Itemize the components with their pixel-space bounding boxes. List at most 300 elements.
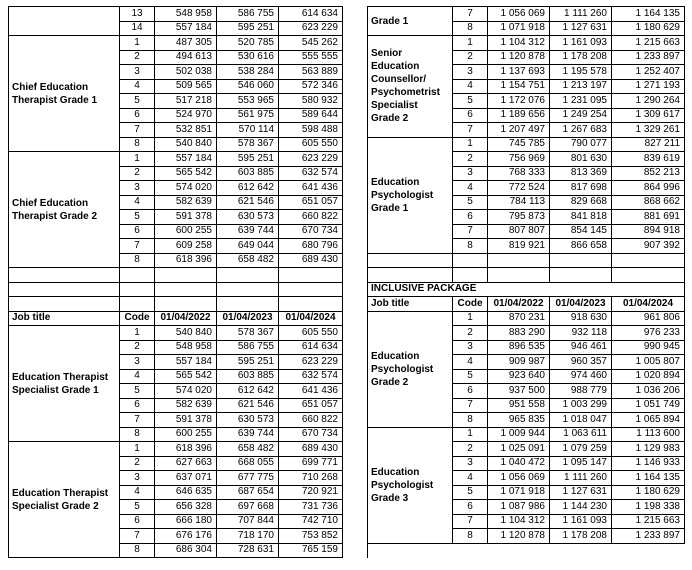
salary-2024-cell: 689 430 [279,442,343,457]
salary-2022-cell: 540 840 [155,326,217,341]
job-title-cell: Chief Education Therapist Grade 2 [9,152,120,268]
salary-2023-cell: 630 573 [217,210,279,225]
header-job-title: Job title [368,297,453,312]
salary-2024-cell: 1 271 193 [612,79,685,94]
salary-2023-cell: 649 044 [217,239,279,254]
table-row [9,282,685,297]
salary-2022-cell: 686 304 [155,543,217,558]
gap-cell [343,529,368,544]
code-cell: 5 [453,369,488,384]
salary-2024-cell: 670 734 [279,427,343,442]
code-cell: 5 [453,94,488,109]
code-cell: 1 [120,442,155,457]
salary-2022-cell: 565 542 [155,166,217,181]
empty-cell [612,268,685,283]
gap-cell [343,268,368,283]
code-cell: 7 [120,239,155,254]
salary-2024-cell: 961 806 [612,311,685,326]
salary-2024-cell: 720 921 [279,485,343,500]
salary-2024-cell: 1 051 749 [612,398,685,413]
salary-2022-cell: 784 113 [488,195,550,210]
empty-cell [279,268,343,283]
salary-2022-cell: 609 258 [155,239,217,254]
salary-2022-cell: 870 231 [488,311,550,326]
code-cell: 4 [120,485,155,500]
salary-2024-cell: 753 852 [279,529,343,544]
salary-2022-cell: 1 071 918 [488,485,550,500]
salary-2022-cell: 524 970 [155,108,217,123]
table-row [9,311,685,326]
salary-2022-cell: 1 104 312 [488,36,550,51]
code-cell: 3 [120,355,155,370]
salary-2022-cell: 951 558 [488,398,550,413]
empty-cell [217,297,279,312]
gap-cell [343,253,368,268]
code-cell: 7 [120,529,155,544]
salary-2024-cell: 1 005 807 [612,355,685,370]
job-title-cell: Education Therapist Specialist Grade 1 [9,326,120,442]
job-title-cell: Senior Education Counsellor/ Psychometrist Specialist Grade 2 [368,36,453,138]
salary-2022-cell: 745 785 [488,137,550,152]
salary-2023-cell: 932 118 [550,326,612,341]
salary-2023-cell: 630 573 [217,413,279,428]
code-cell: 6 [453,384,488,399]
salary-table [8,6,685,558]
empty-cell [453,253,488,268]
empty-cell [550,268,612,283]
salary-2022-cell: 756 969 [488,152,550,167]
salary-2024-cell: 1 252 407 [612,65,685,80]
salary-2023-cell: 538 284 [217,65,279,80]
code-cell: 1 [453,427,488,442]
table-row [9,268,685,283]
code-cell: 8 [453,413,488,428]
header-date-2024: 01/04/2024 [612,297,685,312]
code-cell: 2 [453,442,488,457]
salary-2024-cell: 742 710 [279,514,343,529]
salary-2024-cell: 1 329 261 [612,123,685,138]
salary-2023-cell: 1 127 631 [550,21,612,36]
salary-2022-cell: 676 176 [155,529,217,544]
empty-cell [217,268,279,283]
salary-2024-cell: 710 268 [279,471,343,486]
salary-2023-cell: 561 975 [217,108,279,123]
empty-cell [279,282,343,297]
salary-2022-cell: 600 255 [155,224,217,239]
salary-2022-cell: 557 184 [155,355,217,370]
code-cell: 4 [453,471,488,486]
gap-cell [343,340,368,355]
gap-cell [343,413,368,428]
salary-2022-cell: 627 663 [155,456,217,471]
code-cell: 2 [453,50,488,65]
salary-2022-cell: 883 290 [488,326,550,341]
salary-2024-cell: 765 159 [279,543,343,558]
salary-2023-cell: 974 460 [550,369,612,384]
gap-cell [343,108,368,123]
salary-2022-cell: 1 154 751 [488,79,550,94]
empty-cell [217,282,279,297]
gap-cell [343,282,368,297]
salary-2024-cell: 563 889 [279,65,343,80]
salary-2024-cell: 1 065 894 [612,413,685,428]
code-cell: 5 [120,94,155,109]
code-cell: 8 [453,21,488,36]
header-date-2023: 01/04/2023 [550,297,612,312]
salary-2022-cell: 591 378 [155,210,217,225]
salary-2022-cell: 1 172 076 [488,94,550,109]
salary-2023-cell: 546 060 [217,79,279,94]
code-cell: 8 [453,529,488,544]
gap-cell [343,485,368,500]
salary-2022-cell: 494 613 [155,50,217,65]
salary-2024-cell: 868 662 [612,195,685,210]
salary-2024-cell: 614 634 [279,340,343,355]
salary-2022-cell: 565 542 [155,369,217,384]
salary-2023-cell: 553 965 [217,94,279,109]
gap-cell [343,224,368,239]
code-cell: 2 [453,326,488,341]
salary-2024-cell: 623 229 [279,152,343,167]
salary-2023-cell: 668 055 [217,456,279,471]
salary-2024-cell: 589 644 [279,108,343,123]
salary-2023-cell: 1 095 147 [550,456,612,471]
salary-2024-cell: 852 213 [612,166,685,181]
salary-2023-cell: 603 885 [217,166,279,181]
salary-2023-cell: 586 755 [217,340,279,355]
salary-2024-cell: 990 945 [612,340,685,355]
code-cell: 5 [453,485,488,500]
salary-2024-cell: 605 550 [279,137,343,152]
gap-cell [343,500,368,515]
salary-2022-cell: 937 500 [488,384,550,399]
salary-2023-cell: 817 698 [550,181,612,196]
code-cell: 7 [453,398,488,413]
header-code: Code [120,311,155,326]
empty-cell [120,268,155,283]
gap-cell [343,543,368,558]
job-title-cell: Education Psychologist Grade 3 [368,427,453,543]
salary-2023-cell: 918 630 [550,311,612,326]
salary-2022-cell: 1 189 656 [488,108,550,123]
header-date-2024: 01/04/2024 [279,311,343,326]
salary-2024-cell: 1 180 629 [612,21,685,36]
salary-2023-cell: 1 267 683 [550,123,612,138]
code-cell: 2 [120,50,155,65]
gap-cell [343,355,368,370]
code-cell: 1 [453,311,488,326]
empty-cell [155,297,217,312]
empty-cell [120,282,155,297]
salary-2024-cell: 1 215 663 [612,36,685,51]
gap-cell [343,123,368,138]
salary-2023-cell: 612 642 [217,384,279,399]
gap-cell [343,36,368,51]
salary-2023-cell: 595 251 [217,355,279,370]
job-title-cell: Grade 1 [368,7,453,36]
salary-2024-cell: 839 619 [612,152,685,167]
salary-2022-cell: 646 635 [155,485,217,500]
header-date-2022: 01/04/2022 [155,311,217,326]
salary-2023-cell: 988 779 [550,384,612,399]
gap-cell [343,65,368,80]
gap-cell [343,21,368,36]
salary-2024-cell: 614 634 [279,7,343,22]
gap-cell [343,442,368,457]
job-title-cell: Education Therapist Specialist Grade 2 [9,442,120,558]
gap-cell [343,195,368,210]
salary-2022-cell: 600 255 [155,427,217,442]
salary-2022-cell: 656 328 [155,500,217,515]
header-date-2023: 01/04/2023 [217,311,279,326]
salary-2023-cell: 1 003 299 [550,398,612,413]
salary-2022-cell: 540 840 [155,137,217,152]
code-cell: 3 [120,65,155,80]
salary-2024-cell: 894 918 [612,224,685,239]
code-cell: 7 [453,224,488,239]
salary-2023-cell: 658 482 [217,253,279,268]
salary-2023-cell: 1 079 259 [550,442,612,457]
salary-2024-cell: 680 796 [279,239,343,254]
header-date-2022: 01/04/2022 [488,297,550,312]
salary-2024-cell: 689 430 [279,253,343,268]
code-cell: 6 [453,108,488,123]
salary-2023-cell: 595 251 [217,21,279,36]
empty-cell [9,268,120,283]
salary-2024-cell: 1 020 894 [612,369,685,384]
salary-2022-cell: 582 639 [155,398,217,413]
salary-2023-cell: 687 654 [217,485,279,500]
gap-cell [343,152,368,167]
empty-cell [612,253,685,268]
salary-2022-cell: 557 184 [155,21,217,36]
salary-2023-cell: 639 744 [217,427,279,442]
salary-2023-cell: 1 231 095 [550,94,612,109]
salary-2024-cell: 651 057 [279,195,343,210]
salary-2023-cell: 841 818 [550,210,612,225]
code-cell: 8 [120,137,155,152]
salary-2024-cell: 1 198 338 [612,500,685,515]
salary-2022-cell: 618 396 [155,442,217,457]
salary-2024-cell: 623 229 [279,355,343,370]
salary-2022-cell: 1 087 986 [488,500,550,515]
empty-cell [488,253,550,268]
salary-2022-cell: 1 025 091 [488,442,550,457]
gap-cell [343,297,368,312]
code-cell: 6 [120,514,155,529]
salary-2023-cell: 570 114 [217,123,279,138]
code-cell: 14 [120,21,155,36]
salary-2024-cell: 827 211 [612,137,685,152]
salary-2022-cell: 618 396 [155,253,217,268]
salary-2022-cell: 1 207 497 [488,123,550,138]
salary-2023-cell: 1 144 230 [550,500,612,515]
code-cell: 2 [453,152,488,167]
salary-2023-cell: 707 844 [217,514,279,529]
code-cell: 5 [453,195,488,210]
salary-2023-cell: 1 063 611 [550,427,612,442]
code-cell: 4 [120,79,155,94]
code-cell: 3 [453,456,488,471]
gap-cell [343,398,368,413]
code-cell: 1 [120,326,155,341]
salary-2024-cell: 632 574 [279,369,343,384]
salary-2024-cell: 651 057 [279,398,343,413]
salary-2024-cell: 1 113 600 [612,427,685,442]
gap-cell [343,326,368,341]
code-cell: 3 [453,340,488,355]
code-cell: 1 [120,152,155,167]
header-job-title: Job title [9,311,120,326]
salary-2024-cell: 1 129 983 [612,442,685,457]
salary-2023-cell: 578 367 [217,137,279,152]
salary-2022-cell: 923 640 [488,369,550,384]
salary-2022-cell: 795 873 [488,210,550,225]
salary-2022-cell: 502 038 [155,65,217,80]
salary-2023-cell: 586 755 [217,7,279,22]
salary-2023-cell: 530 616 [217,50,279,65]
salary-2022-cell: 1 040 472 [488,456,550,471]
salary-2022-cell: 1 120 878 [488,50,550,65]
code-cell: 5 [120,210,155,225]
salary-2024-cell: 572 346 [279,79,343,94]
gap-cell [343,181,368,196]
salary-2023-cell: 728 631 [217,543,279,558]
code-cell: 3 [453,166,488,181]
code-cell: 2 [120,456,155,471]
salary-2022-cell: 517 218 [155,94,217,109]
salary-2023-cell: 960 357 [550,355,612,370]
salary-2023-cell: 578 367 [217,326,279,341]
salary-2024-cell: 545 262 [279,36,343,51]
code-cell: 7 [453,514,488,529]
salary-2023-cell: 658 482 [217,442,279,457]
salary-2022-cell: 909 987 [488,355,550,370]
code-cell: 3 [120,471,155,486]
salary-2024-cell: 632 574 [279,166,343,181]
code-cell: 4 [120,195,155,210]
salary-2023-cell: 520 785 [217,36,279,51]
code-cell: 4 [453,181,488,196]
code-cell: 8 [120,253,155,268]
salary-2022-cell: 1 056 069 [488,7,550,22]
code-cell: 2 [120,166,155,181]
salary-2024-cell: 864 996 [612,181,685,196]
salary-2023-cell: 697 668 [217,500,279,515]
table-row [9,152,685,167]
salary-2023-cell: 1 195 578 [550,65,612,80]
code-cell: 1 [453,36,488,51]
salary-2023-cell: 1 249 254 [550,108,612,123]
job-title-cell: Chief Education Therapist Grade 1 [9,36,120,152]
salary-2024-cell: 1 233 897 [612,50,685,65]
code-cell: 8 [453,239,488,254]
salary-2023-cell: 677 775 [217,471,279,486]
salary-2022-cell: 548 958 [155,340,217,355]
code-cell: 4 [120,369,155,384]
salary-2022-cell: 582 639 [155,195,217,210]
empty-cell [368,268,453,283]
salary-2024-cell: 1 290 264 [612,94,685,109]
salary-2023-cell: 866 658 [550,239,612,254]
salary-2024-cell: 881 691 [612,210,685,225]
salary-2024-cell: 641 436 [279,384,343,399]
code-cell: 8 [120,543,155,558]
salary-2024-cell: 1 215 663 [612,514,685,529]
code-cell: 7 [453,7,488,22]
salary-2024-cell: 1 036 206 [612,384,685,399]
code-cell: 6 [453,210,488,225]
gap-cell [343,137,368,152]
salary-2023-cell: 639 744 [217,224,279,239]
salary-2023-cell: 946 461 [550,340,612,355]
code-cell: 8 [120,427,155,442]
empty-cell [9,297,120,312]
package-title: INCLUSIVE PACKAGE [368,282,685,297]
gap-cell [343,94,368,109]
gap-cell [343,369,368,384]
code-cell: 13 [120,7,155,22]
header-code: Code [453,297,488,312]
salary-2024-cell: 1 146 933 [612,456,685,471]
salary-2022-cell: 1 137 693 [488,65,550,80]
salary-2023-cell: 1 213 197 [550,79,612,94]
gap-cell [343,239,368,254]
salary-2023-cell: 829 668 [550,195,612,210]
code-cell: 7 [120,123,155,138]
salary-2024-cell: 598 488 [279,123,343,138]
code-cell: 6 [120,108,155,123]
salary-2022-cell: 896 535 [488,340,550,355]
salary-2024-cell: 660 822 [279,210,343,225]
gap-cell [343,384,368,399]
salary-2022-cell: 965 835 [488,413,550,428]
salary-2024-cell: 580 932 [279,94,343,109]
salary-2024-cell: 1 164 135 [612,7,685,22]
salary-2023-cell: 621 546 [217,195,279,210]
salary-2023-cell: 854 145 [550,224,612,239]
salary-2022-cell: 1 120 878 [488,529,550,544]
salary-2023-cell: 813 369 [550,166,612,181]
gap-cell [343,166,368,181]
salary-2023-cell: 1 111 260 [550,7,612,22]
code-cell: 5 [120,500,155,515]
gap-cell [343,427,368,442]
salary-2023-cell: 718 170 [217,529,279,544]
code-cell: 7 [453,123,488,138]
empty-cell [155,268,217,283]
salary-2022-cell: 1 009 944 [488,427,550,442]
salary-2023-cell: 595 251 [217,152,279,167]
salary-2024-cell: 670 734 [279,224,343,239]
salary-2022-cell: 772 524 [488,181,550,196]
empty-cell [368,253,453,268]
salary-2022-cell: 574 020 [155,181,217,196]
empty-cell [9,282,120,297]
code-cell: 7 [120,413,155,428]
salary-2024-cell: 555 555 [279,50,343,65]
salary-2022-cell: 637 071 [155,471,217,486]
salary-2024-cell: 907 392 [612,239,685,254]
code-cell: 2 [120,340,155,355]
gap-cell [343,79,368,94]
salary-2022-cell: 591 378 [155,413,217,428]
salary-table-body [9,7,685,558]
empty-cell [453,268,488,283]
salary-2022-cell: 548 958 [155,7,217,22]
table-row [9,36,685,51]
salary-2022-cell: 509 565 [155,79,217,94]
